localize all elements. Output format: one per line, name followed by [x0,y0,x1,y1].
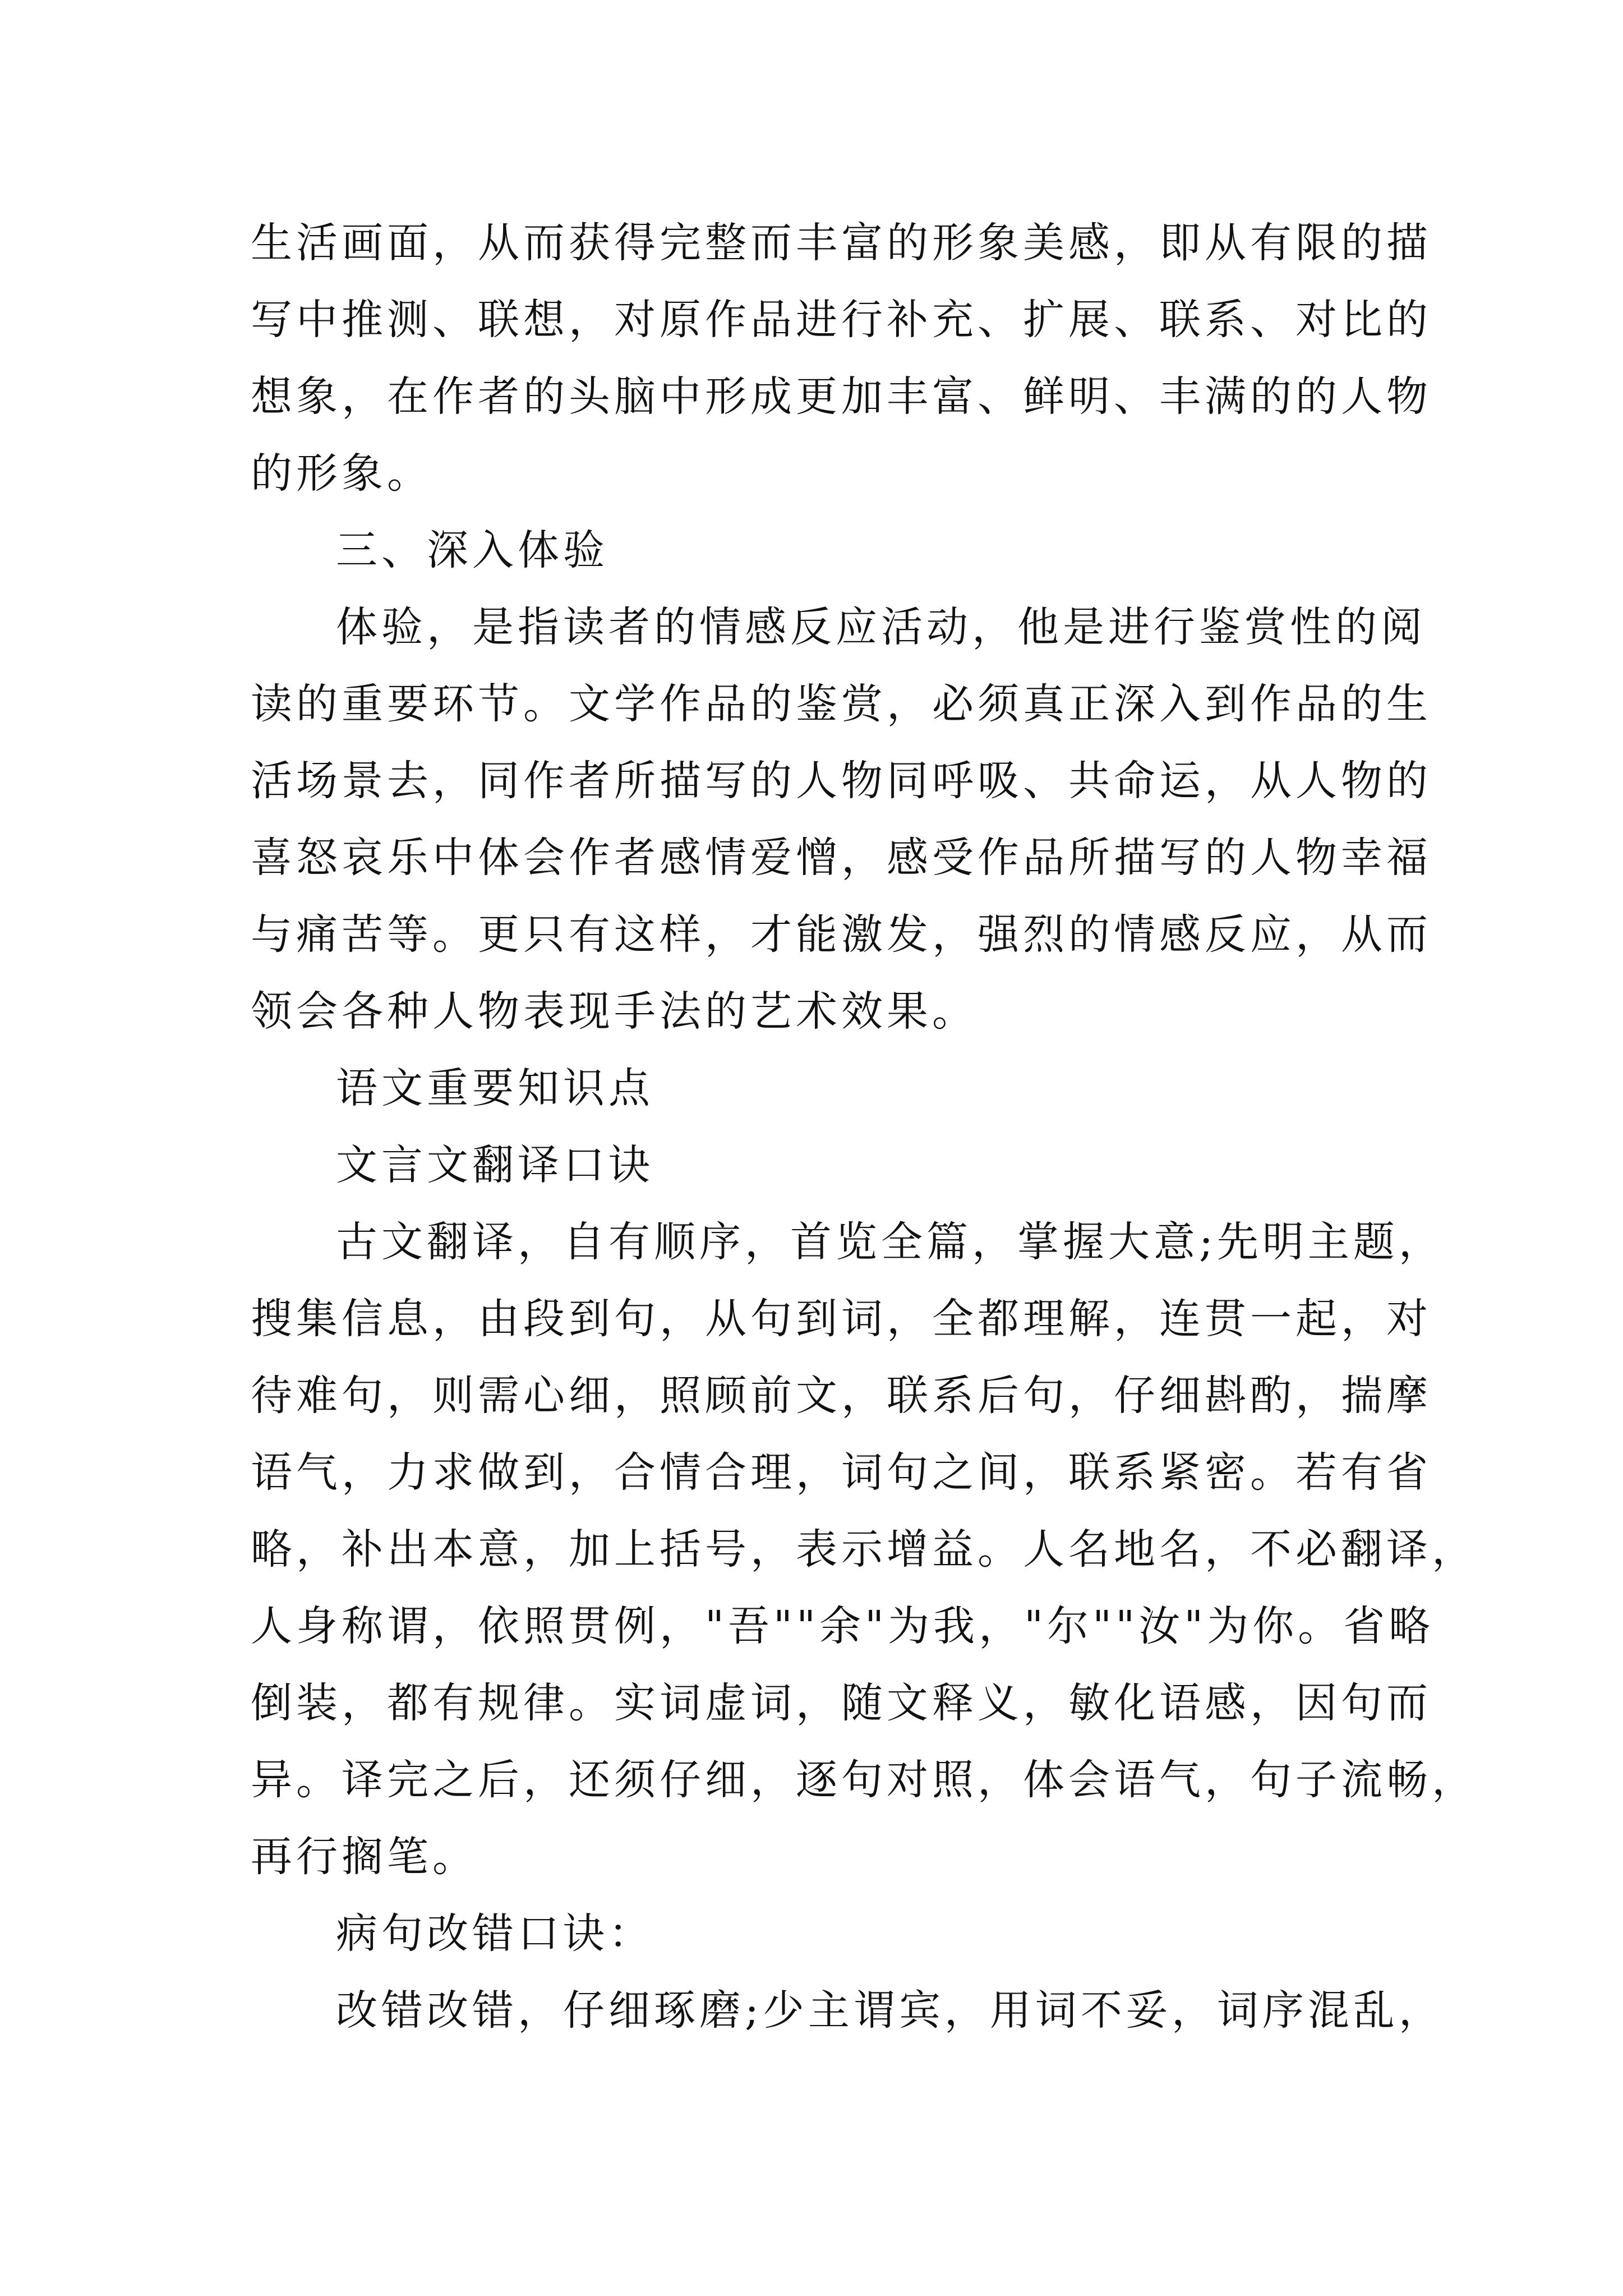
paragraph-line: 待难句，则需心细，照顾前文，联系后句，仔细斟酌，揣摩 [251,1372,1432,1420]
paragraph-line: 再行搁笔。 [251,1833,478,1881]
paragraph-line: 想象，在作者的头脑中形成更加丰富、鲜明、丰满的的人物 [251,372,1432,421]
section-heading: 语文重要知识点 [336,1064,654,1112]
paragraph-line: 异。译完之后，还须仔细，逐句对照，体会语气，句子流畅， [251,1756,1477,1804]
paragraph-line: 略，补出本意，加上括号，表示增益。人名地名，不必翻译， [251,1525,1477,1573]
paragraph-line: 人身称谓，依照贯例，"吾""余"为我，"尔""汝"为你。省略 [251,1602,1435,1650]
paragraph-line: 与痛苦等。更只有这样，才能激发，强烈的情感反应，从而 [251,910,1432,959]
paragraph-line: 喜怒哀乐中体会作者感情爱憎，感受作品所描写的人物幸福 [251,834,1432,882]
section-heading: 文言文翻译口诀 [336,1141,654,1189]
paragraph-line: 读的重要环节。文学作品的鉴赏，必须真正深入到作品的生 [251,680,1432,728]
paragraph-line: 生活画面，从而获得完整而丰富的形象美感，即从有限的描 [251,219,1432,267]
section-heading: 病句改错口诀： [336,1910,654,1958]
paragraph-line: 领会各种人物表现手法的艺术效果。 [251,987,978,1036]
paragraph-line: 活场景去，同作者所描写的人物同呼吸、共命运，从人物的 [251,757,1432,805]
paragraph-line: 语气，力求做到，合情合理，词句之间，联系紧密。若有省 [251,1448,1432,1497]
paragraph-line: 改错改错，仔细琢磨;少主谓宾，用词不妥，词序混乱， [336,1986,1444,2035]
section-heading: 三、深入体验 [336,526,608,574]
paragraph-line: 搜集信息，由段到句，从句到词，全都理解，连贯一起，对 [251,1295,1432,1343]
paragraph-line: 体验，是指读者的情感反应活动，他是进行鉴赏性的阅 [336,603,1426,651]
paragraph-line: 的形象。 [251,449,432,498]
paragraph-line: 古文翻译，自有顺序，首览全篇，掌握大意;先明主题， [336,1218,1444,1266]
paragraph-line: 倒装，都有规律。实词虚词，随文释义，敏化语感，因句而 [251,1679,1432,1727]
document-body [251,205,1477,2049]
paragraph-line: 写中推测、联想，对原作品进行补充、扩展、联系、对比的 [251,296,1432,344]
